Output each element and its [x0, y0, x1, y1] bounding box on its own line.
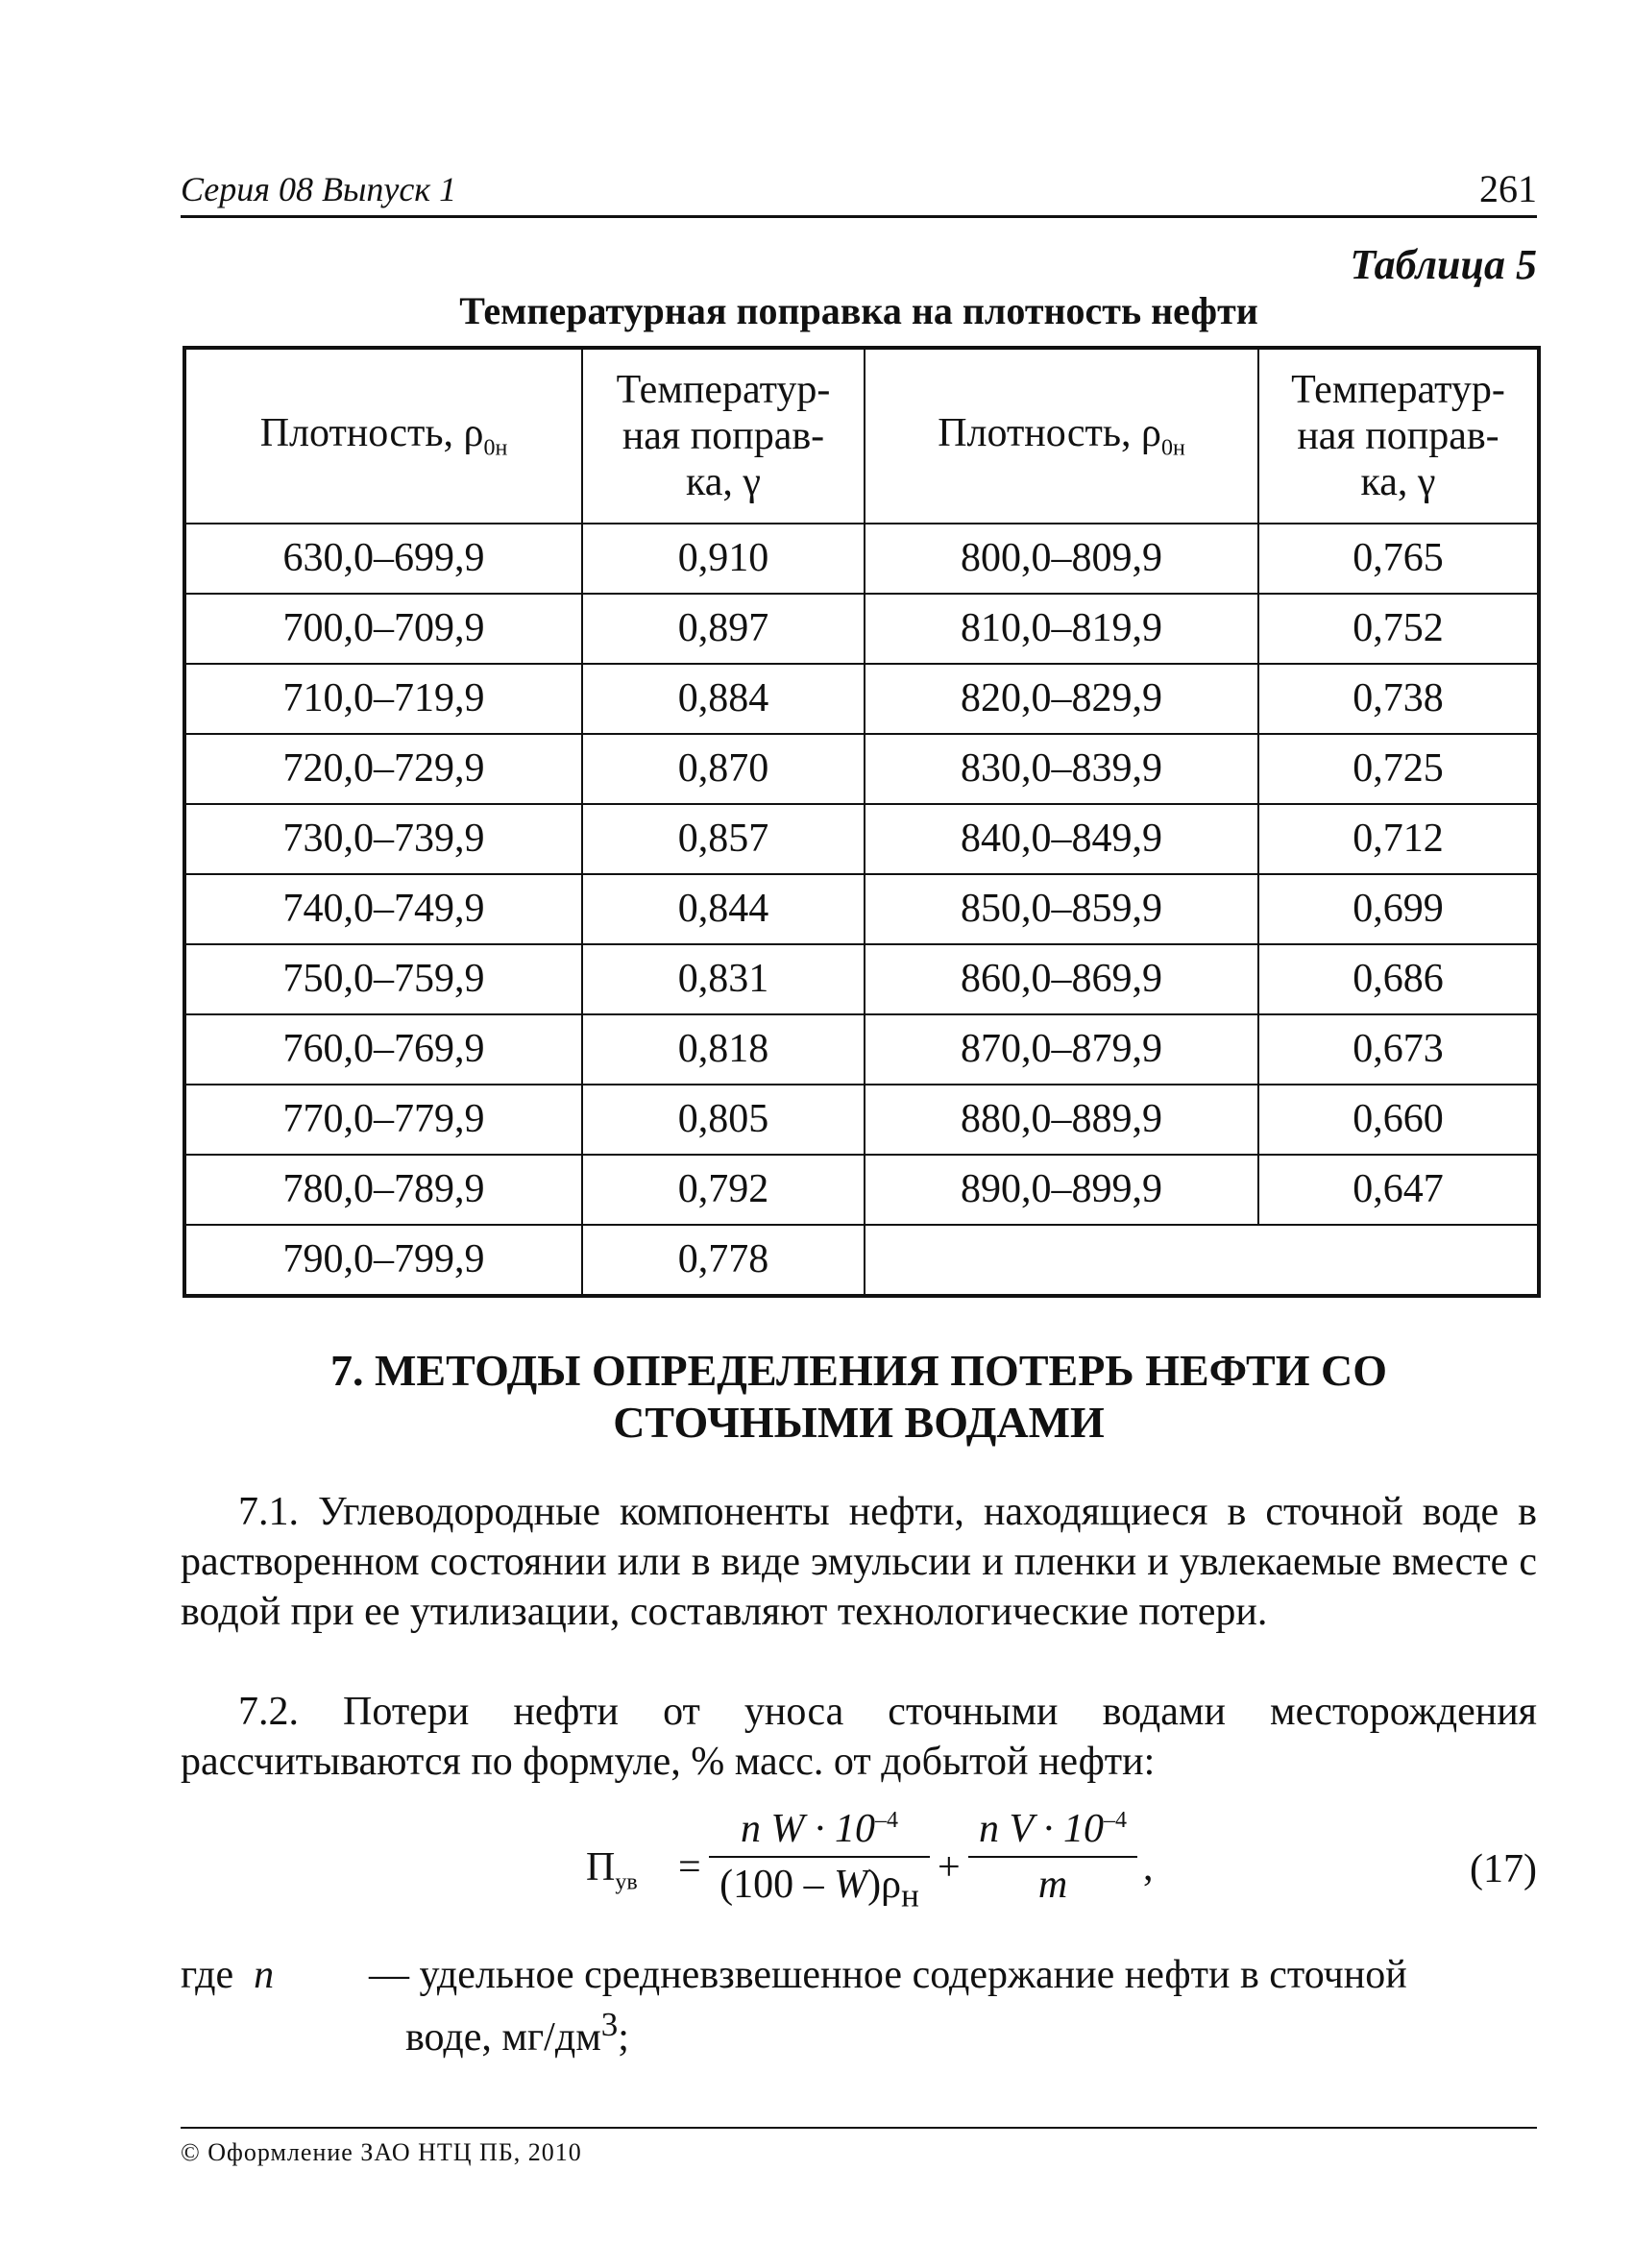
table-row: [184, 664, 1539, 734]
fraction-2-den-var: m: [1037, 1863, 1068, 1907]
table-row: [184, 1155, 1539, 1225]
definition-where: [181, 1950, 274, 2000]
section-title: [181, 1345, 1537, 1449]
header-density-label: Плотность, ρ: [938, 411, 1161, 455]
density-range-cell: 710,0–719,9: [184, 664, 582, 734]
formula-17: [586, 1806, 1258, 1940]
correction-cell: 0,831: [582, 944, 865, 1014]
header-correction-line: ная поправ-: [1297, 413, 1499, 458]
formula-plus: +: [938, 1845, 961, 1890]
footer-copyright: © Оформление ЗАО НТЦ ПБ, 2010: [181, 2138, 582, 2166]
correction-cell: 0,857: [582, 804, 865, 874]
density-range-cell: 720,0–729,9: [184, 734, 582, 804]
header-correction-1: [582, 348, 865, 524]
definition-line-2-sup: 3: [600, 2006, 619, 2043]
header-density-label: Плотность, ρ: [259, 411, 484, 455]
fraction-1-den-sub: н: [901, 1876, 919, 1914]
series-label: Серия 08 Выпуск 1: [181, 170, 457, 208]
section-title-line: СТОЧНЫМИ ВОДАМИ: [613, 1398, 1105, 1447]
density-range-cell: 800,0–809,9: [865, 524, 1258, 594]
correction-cell: 0,725: [1258, 734, 1539, 804]
paragraph-7-1: [181, 1487, 1537, 1637]
running-header: [181, 161, 1537, 218]
formula-lhs-sub: ув: [615, 1869, 638, 1895]
table-row: [184, 734, 1539, 804]
formula-lhs-symbol: П: [586, 1845, 616, 1890]
density-range-cell: 850,0–859,9: [865, 874, 1258, 944]
density-range-cell: 890,0–899,9: [865, 1155, 1258, 1225]
table-row: [184, 1085, 1539, 1155]
table-number: Таблица 5: [1350, 241, 1537, 288]
correction-cell: 0,844: [582, 874, 865, 944]
fraction-2-numerator: [968, 1806, 1137, 1858]
definition-text: [369, 1950, 1537, 2062]
correction-cell: 0,673: [1258, 1014, 1539, 1085]
formula-number: (17): [1470, 1847, 1537, 1891]
fraction-2-denominator: [968, 1858, 1137, 1908]
fraction-1-denominator: [709, 1858, 930, 1914]
definition-line-2-text: воде, мг/дм: [405, 2015, 601, 2060]
table-body: [184, 524, 1539, 1296]
header-correction-line: Температур-: [1291, 367, 1505, 412]
correction-cell: 0,884: [582, 664, 865, 734]
correction-cell: 0,870: [582, 734, 865, 804]
correction-cell: 0,897: [582, 594, 865, 664]
density-range-cell: 840,0–849,9: [865, 804, 1258, 874]
correction-cell: 0,712: [1258, 804, 1539, 874]
formula-fraction-1: [709, 1806, 930, 1914]
table-row: [184, 524, 1539, 594]
density-range-cell: 730,0–739,9: [184, 804, 582, 874]
definition-line-2: [369, 2000, 1537, 2062]
density-range-cell: 860,0–869,9: [865, 944, 1258, 1014]
header-density-sub: 0н: [1160, 435, 1185, 461]
density-range-cell: 830,0–839,9: [865, 734, 1258, 804]
fraction-1-den-open: (100 –: [719, 1863, 835, 1907]
header-correction-line: ка, γ: [1360, 460, 1436, 505]
density-range-cell: 760,0–769,9: [184, 1014, 582, 1085]
section-title-line: 7. МЕТОДЫ ОПРЕДЕЛЕНИЯ ПОТЕРЬ НЕФТИ СО: [329, 1346, 1387, 1395]
correction-cell: 0,818: [582, 1014, 865, 1085]
table-row: [184, 874, 1539, 944]
paragraph-text: 7.2. Потери нефти от уноса сточными водами месторождения рассчитываются по формуле, % масс. от добытой нефти:: [181, 1690, 1537, 1784]
density-range-cell: 810,0–819,9: [865, 594, 1258, 664]
page-number: 261: [1479, 167, 1537, 210]
density-correction-table: [183, 346, 1541, 1298]
correction-cell: 0,647: [1258, 1155, 1539, 1225]
header-correction-line: ка, γ: [686, 460, 761, 505]
header-density-sub: 0н: [483, 435, 508, 461]
paragraph-text: 7.1. Углеводородные компоненты нефти, находящиеся в сточной воде в растворенном состоянии или в виде эмульсии и пленки и увлекаемые вместе с водой при ее утилизации, составляют технологические потери.: [181, 1490, 1537, 1634]
fraction-1-exponent: –4: [875, 1808, 898, 1833]
formula-fraction-2: [968, 1806, 1137, 1908]
header-correction-line: Температур-: [616, 367, 831, 412]
paragraph-7-2: [181, 1687, 1537, 1787]
fraction-1-numerator-text: n W · 10: [741, 1807, 875, 1851]
correction-cell: 0,686: [1258, 944, 1539, 1014]
fraction-1-den-var: W: [834, 1863, 868, 1907]
table-header-row: [184, 348, 1539, 524]
density-range-cell: 780,0–789,9: [184, 1155, 582, 1225]
correction-cell: 0,792: [582, 1155, 865, 1225]
correction-cell: 0,660: [1258, 1085, 1539, 1155]
fraction-2-numerator-text: n V · 10: [979, 1807, 1104, 1851]
header-density-1: [184, 348, 582, 524]
correction-cell: 0,699: [1258, 874, 1539, 944]
density-range-cell: 880,0–889,9: [865, 1085, 1258, 1155]
header-correction-line: ная поправ-: [622, 413, 825, 458]
density-range-cell: 630,0–699,9: [184, 524, 582, 594]
formula-comma: ,: [1143, 1845, 1154, 1890]
table-row: [184, 1014, 1539, 1085]
formula-equals: =: [678, 1845, 701, 1890]
density-range-cell: 770,0–779,9: [184, 1085, 582, 1155]
table-row: [184, 1225, 1539, 1296]
header-correction-2: [1258, 348, 1539, 524]
empty-cell: [865, 1225, 1539, 1296]
density-range-cell: 740,0–749,9: [184, 874, 582, 944]
density-range-cell: 790,0–799,9: [184, 1225, 582, 1296]
table-row: [184, 944, 1539, 1014]
definition-line-2-end: ;: [618, 2015, 629, 2060]
correction-cell: 0,778: [582, 1225, 865, 1296]
table-row: [184, 804, 1539, 874]
density-range-cell: 750,0–759,9: [184, 944, 582, 1014]
table-row: [184, 594, 1539, 664]
density-range-cell: 700,0–709,9: [184, 594, 582, 664]
fraction-1-den-close: )ρ: [867, 1863, 902, 1907]
table-title: Температурная поправка на плотность нефти: [459, 289, 1258, 332]
formula-lhs: [586, 1844, 638, 1895]
density-range-cell: 820,0–829,9: [865, 664, 1258, 734]
density-range-cell: 870,0–879,9: [865, 1014, 1258, 1085]
correction-cell: 0,752: [1258, 594, 1539, 664]
correction-cell: 0,805: [582, 1085, 865, 1155]
fraction-2-exponent: –4: [1103, 1808, 1127, 1833]
correction-cell: 0,765: [1258, 524, 1539, 594]
header-density-2: [865, 348, 1258, 524]
footer-rule: [181, 2127, 1537, 2129]
definition-variable: n: [254, 1953, 275, 1997]
correction-cell: 0,910: [582, 524, 865, 594]
fraction-1-numerator: [709, 1806, 930, 1858]
where-word: где: [181, 1953, 234, 1997]
correction-cell: 0,738: [1258, 664, 1539, 734]
definition-line-1: — удельное средневзвешенное содержание нефти в сточной: [369, 1953, 1407, 1997]
